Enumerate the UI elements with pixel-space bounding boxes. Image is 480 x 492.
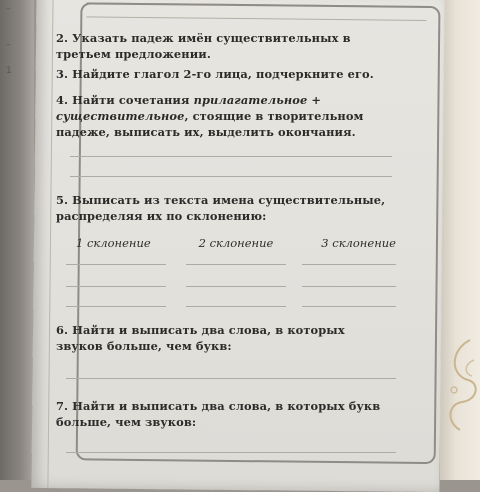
answer-line[interactable]: [66, 264, 166, 265]
task-number: 7.: [56, 399, 69, 413]
task-number: 5.: [56, 193, 69, 207]
answer-line[interactable]: [66, 306, 166, 307]
declension-2-heading: 2 склонение: [198, 236, 274, 250]
task-text: Найти и выписать два слова, в которых звуков больше, чем букв:: [56, 323, 345, 353]
answer-line[interactable]: [186, 264, 286, 265]
wallpaper-ornament: [440, 330, 480, 440]
task-text: Выписать из текста имена существительные, распределяя их по склонению:: [56, 193, 386, 223]
declension-3-heading: 3 склонение: [321, 236, 396, 250]
task-text: Найти и выписать два слова, в которых букв больше, чем звуков:: [56, 399, 381, 429]
task-number: 6.: [56, 323, 69, 337]
answer-line[interactable]: [302, 264, 396, 265]
task-5: [56, 192, 394, 224]
task-3: [56, 66, 394, 82]
answer-line[interactable]: [302, 306, 396, 307]
task-4: [56, 92, 394, 140]
task-7: [56, 398, 394, 430]
task-text-italic: прилагательное + существительное: [56, 93, 322, 123]
page-margin-line: [47, 0, 53, 488]
answer-line[interactable]: [302, 286, 396, 287]
task-text: Найдите глагол 2-го лица, подчеркните его.: [72, 67, 374, 81]
answer-line[interactable]: [66, 452, 396, 453]
task-2: [56, 30, 394, 62]
task-text: Найти сочетания: [72, 93, 194, 107]
margin-mark: –: [6, 40, 11, 50]
task-text: , стоящие в творительном падеже, выписать их, выделить окончания.: [56, 109, 364, 139]
declension-1-heading: 1 склонение: [76, 236, 151, 250]
task-6: [56, 322, 394, 354]
margin-mark: 1: [6, 66, 12, 76]
answer-line[interactable]: [70, 156, 392, 157]
task-number: 3.: [56, 67, 69, 81]
background-right: [440, 0, 480, 480]
answer-line[interactable]: [66, 378, 396, 379]
task-number: 2.: [56, 31, 69, 45]
answer-line[interactable]: [186, 306, 286, 307]
task-text: Указать падеж имён существительных в третьем предложении.: [56, 31, 351, 61]
margin-mark: –: [6, 4, 11, 14]
declension-headers: [76, 236, 396, 250]
answer-line[interactable]: [66, 286, 166, 287]
task-number: 4.: [56, 93, 69, 107]
answer-line[interactable]: [70, 176, 392, 177]
answer-line[interactable]: [186, 286, 286, 287]
